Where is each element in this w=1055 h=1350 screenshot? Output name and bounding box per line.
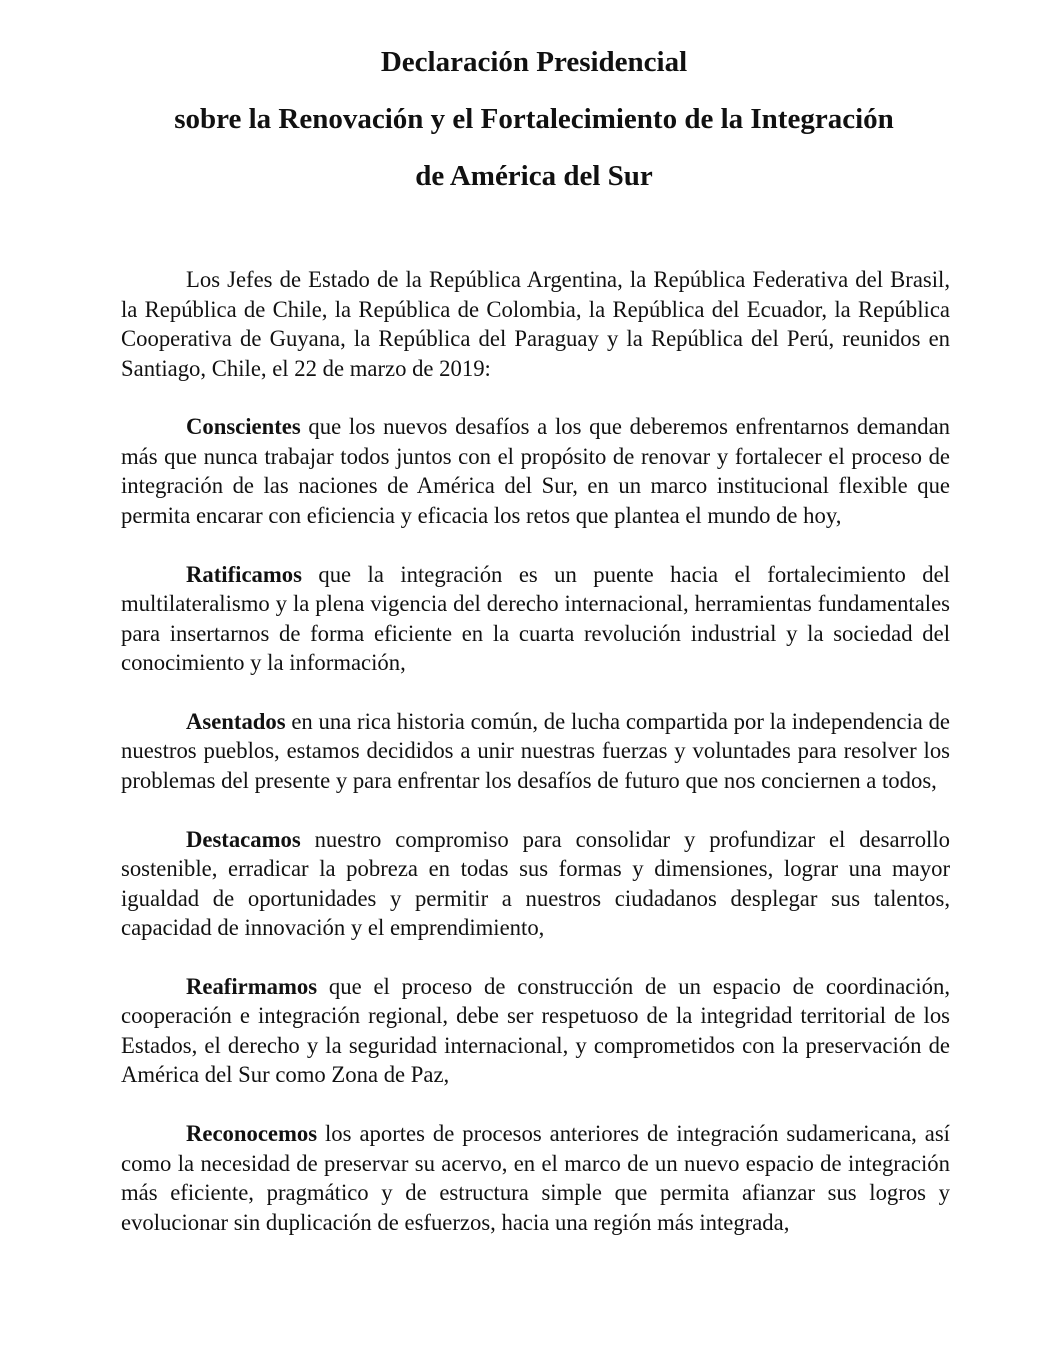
title-line-2: sobre la Renovación y el Fortalecimiento de la Integración (174, 103, 894, 135)
paragraph-text: que el proceso de construcción de un espacio de coordinación, cooperación e integración regional, debe ser respetuoso de la integridad territorial de los Estados, el derecho y la seguridad internacional, y comprometidos con la preservación de América del Sur como Zona de Paz, (121, 973, 950, 1088)
paragraph-reconocemos (121, 1119, 950, 1237)
paragraph-reafirmamos (121, 972, 950, 1090)
paragraph-text: que la integración es un puente hacia el fortalecimiento del multilateralismo y la plena vigencia del derecho internacional, herramientas fundamentales para insertarnos de forma eficiente en la cuarta revolución industrial y la sociedad del conocimiento y la información, (121, 561, 950, 676)
paragraph-text: en una rica historia común, de lucha compartida por la independencia de nuestros pueblos, estamos decididos a unir nuestras fuerzas y voluntades para resolver los problemas del presente y para enfrentar los desafíos de futuro que nos conciernen a todos, (121, 708, 950, 793)
paragraph-lead-word: Conscientes (186, 414, 301, 440)
title-line-3: de América del Sur (415, 160, 653, 192)
paragraph-ratificamos (121, 560, 950, 678)
title-line-1: Declaración Presidencial (380, 46, 688, 78)
paragraph-lead-word: Destacamos (186, 826, 301, 852)
paragraph-lead-word: Ratificamos (186, 561, 302, 587)
document-body (121, 265, 950, 1237)
paragraph-text: que los nuevos desafíos a los que deberemos enfrentarnos demandan más que nunca trabajar todos juntos con el propósito de renovar y fortalecer el proceso de integración de las naciones de América del Sur, en un marco institucional flexible que permita encarar con eficiencia y eficacia los retos que plantea el mundo de hoy, (121, 414, 950, 528)
paragraph-text: los aportes de procesos anteriores de integración sudamericana, así como la necesidad de preservar su acervo, en el marco de un nuevo espacio de integración más eficiente, pragmático y de estructura simple que permita afianzar sus logros y evolucionar sin duplicación de esfuerzos, hacia una región más integrada, (121, 1121, 950, 1235)
paragraph-preamble (121, 265, 950, 383)
document-title (0, 34, 1055, 205)
paragraph-asentados (121, 707, 950, 796)
paragraph-destacamos (121, 825, 950, 943)
paragraph-text: Los Jefes de Estado de la República Argentina, la República Federativa del Brasil, la República de Chile, la República de Colombia, la República del Ecuador, la República Cooperativa de Guyana, la República del Paraguay y la República del Perú, reunidos en Santiago, Chile, el 22 de marzo de 2019: (121, 267, 950, 381)
paragraph-lead-word: Reafirmamos (186, 973, 318, 999)
paragraph-text: nuestro compromiso para consolidar y profundizar el desarrollo sostenible, erradicar la pobreza en todas sus formas y dimensiones, lograr una mayor igualdad de oportunidades y permitir a nuestros ciudadanos desplegar sus talentos, capacidad de innovación y el emprendimiento, (121, 826, 950, 941)
paragraph-conscientes (121, 412, 950, 530)
paragraph-lead-word: Reconocemos (186, 1121, 318, 1147)
paragraph-lead-word: Asentados (186, 708, 286, 734)
